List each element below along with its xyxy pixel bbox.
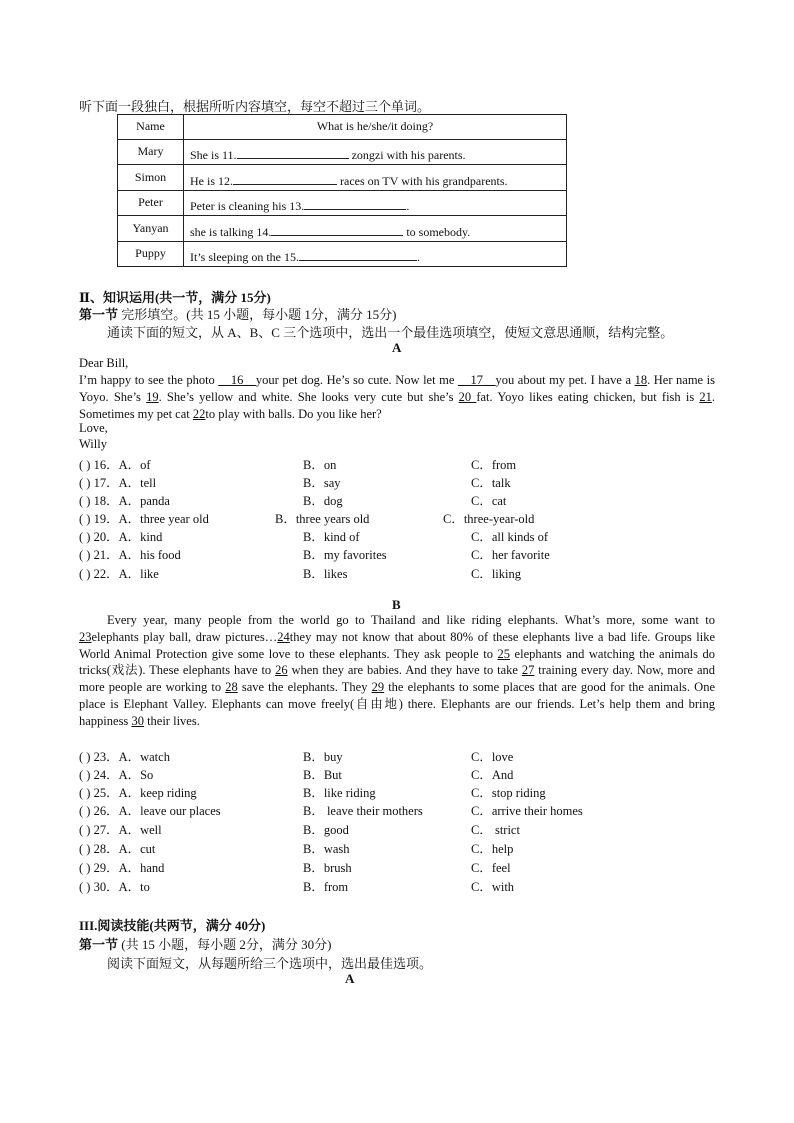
option-c[interactable]: C．stop riding (471, 786, 546, 800)
sentence-end: races on TV with his grandparents. (337, 173, 508, 188)
question-21[interactable]: ( ) 21．A．his food (79, 548, 181, 562)
question-18[interactable]: ( ) 18．A．panda (79, 494, 170, 508)
option-c[interactable]: C．help (471, 842, 514, 856)
question-29[interactable]: ( ) 29．A．hand (79, 861, 165, 875)
blank-21[interactable]: 21 (699, 389, 712, 404)
letter-text: . Sometimes my pet cat (79, 389, 716, 421)
letter-text: to play with balls. Do you like her? (205, 406, 382, 421)
question-17[interactable]: ( ) 17．A．tell (79, 476, 157, 490)
row-name: Mary (118, 139, 184, 165)
section-2-instruction: 通读下面的短文，从 A、B、C 三个选项中，选出一个最佳选项填空，使短文意思通顺，结构完整。 (107, 325, 674, 340)
table-row (118, 115, 567, 140)
question-26[interactable]: ( ) 26．A．leave our places (79, 804, 221, 818)
sentence-end: to somebody. (403, 224, 471, 239)
letter-text: your pet dog. He’s so cute. Now let me (255, 373, 458, 387)
option-c[interactable]: C．feel (471, 861, 511, 875)
row-sentence (184, 139, 567, 165)
row-name: Puppy (118, 241, 184, 267)
section-3-title: III.阅读技能(共两节，满分 40分) (79, 918, 266, 933)
passage-text: elephants and watching the animals do tricks(戏法). These elephants have to (79, 646, 715, 678)
blank-30[interactable]: 30 (131, 713, 144, 728)
option-b[interactable]: B．dog (303, 494, 343, 508)
option-c[interactable]: C．talk (471, 476, 511, 490)
blank-16[interactable]: __16__ (218, 373, 256, 387)
section-2-part-1 (79, 304, 396, 323)
section-3-passage-a-label: A (345, 971, 355, 986)
table-header-question: What is he/she/it doing? (184, 115, 567, 140)
letter-body (79, 372, 715, 422)
blank-18[interactable]: 18 (634, 373, 648, 387)
question-24[interactable]: ( ) 24．A．So (79, 768, 154, 782)
option-b[interactable]: B．brush (303, 861, 352, 875)
letter-text: I’m happy to see the photo (79, 373, 219, 387)
blank-23[interactable]: 23 (79, 629, 92, 644)
option-b[interactable]: B．from (303, 880, 349, 894)
row-sentence (184, 190, 567, 216)
option-b[interactable]: B． leave their mothers (303, 804, 423, 818)
passage-b-body (79, 612, 715, 730)
question-16[interactable]: ( ) 16．A．of (79, 458, 151, 472)
question-30[interactable]: ( ) 30．A．to (79, 880, 150, 894)
question-25[interactable]: ( ) 25．A．keep riding (79, 786, 197, 800)
option-c[interactable]: C．liking (471, 567, 522, 581)
table-row (118, 241, 567, 267)
question-27[interactable]: ( ) 27．A．well (79, 823, 162, 837)
section-3-instruction: 阅读下面短文，从每题所给三个选项中，选出最佳选项。 (107, 956, 433, 971)
question-20[interactable]: ( ) 20．A．kind (79, 530, 163, 544)
question-28[interactable]: ( ) 28．A．cut (79, 842, 156, 856)
part-label: 第一节 (79, 937, 119, 952)
passage-text: the elephants to some places that are good for the animals. One place is Elephant Valley. Elephants can move freely(自由地) there. Elephants are our friends. Let’s help them and bring happiness (79, 680, 715, 728)
option-b[interactable]: B．say (303, 476, 341, 490)
option-c[interactable]: C．arrive their homes (471, 804, 583, 818)
listening-instruction: 听下面一段独白，根据所听内容填空，每空不超过三个单词。 (79, 99, 431, 114)
section-2-title: Ⅱ、知识运用(共一节，满分 15分) (79, 290, 271, 305)
passage-text: elephants play ball, draw pictures… (91, 629, 278, 644)
blank-27[interactable]: 27 (521, 663, 535, 678)
option-c[interactable]: C．from (471, 458, 517, 472)
option-b[interactable]: B．kind of (303, 530, 360, 544)
row-name: Peter (118, 190, 184, 216)
blank-28[interactable]: 28 (225, 680, 238, 695)
blank-26[interactable]: 26 (275, 663, 288, 678)
option-c[interactable]: C．with (471, 880, 515, 894)
passage-text: training every day. Now, more and more people are working to (79, 663, 715, 695)
section-3-part-1 (79, 934, 331, 953)
blank-19[interactable]: 19 (146, 389, 159, 404)
letter-greeting: Dear Bill, (79, 356, 129, 370)
option-c[interactable]: C．her favorite (471, 548, 550, 562)
sentence-end: zongzi with his parents. (348, 148, 466, 162)
option-b[interactable]: B．likes (303, 567, 348, 581)
sentence-start: She is 11. (190, 148, 237, 162)
table-row (118, 139, 567, 165)
sentence-start: Peter is cleaning his 13. (190, 199, 305, 213)
option-b[interactable]: B．on (303, 458, 337, 472)
part-desc: 完形填空。(共 15 小题，每小题 1分，满分 15分) (118, 307, 397, 322)
letter-text: . She’s yellow and white. She looks very cute but she’s (158, 389, 459, 404)
blank-29[interactable]: 29 (371, 680, 385, 695)
sentence-end: . (416, 250, 420, 264)
passage-a-label: A (392, 340, 402, 355)
part-desc: (共 15 小题，每小题 2分，满分 30分) (118, 937, 332, 952)
question-23[interactable]: ( ) 23．A．watch (79, 750, 170, 764)
table-row (118, 165, 567, 191)
row-sentence (184, 165, 567, 191)
sentence-end: . (406, 199, 410, 213)
blank-22[interactable]: 22 (192, 406, 206, 421)
option-b[interactable]: B．buy (303, 750, 343, 764)
option-c[interactable]: C．three-year-old (443, 512, 535, 526)
question-19[interactable]: ( ) 19．A．three year old (79, 512, 209, 526)
letter-text: fat. Yoyo (476, 389, 524, 404)
row-name: Simon (118, 165, 184, 191)
option-c[interactable]: C． strict (471, 823, 520, 837)
passage-text: their lives. (143, 713, 200, 728)
passage-text: when they are babies. And they have to take (287, 663, 522, 678)
blank-17[interactable]: __17__ (457, 373, 496, 387)
row-sentence (184, 241, 567, 267)
option-c[interactable]: C．all kinds of (471, 530, 549, 544)
blank-25[interactable]: 25 (497, 646, 510, 661)
letter-text: . Her name is Yoyo. She’s (79, 373, 715, 404)
table-header-name: Name (118, 115, 184, 140)
option-b[interactable]: B．like riding (303, 786, 376, 800)
answer-blank-13[interactable] (304, 198, 406, 210)
answer-blank-14[interactable] (271, 224, 403, 236)
passage-b-label: B (392, 597, 401, 612)
letter-signature: Willy (79, 437, 107, 451)
listening-table (117, 114, 567, 267)
blank-20[interactable]: 20 (458, 389, 477, 404)
row-sentence (184, 216, 567, 242)
option-b[interactable]: B．But (303, 768, 342, 782)
table-row (118, 216, 567, 242)
option-b[interactable]: B．three years old (275, 512, 370, 526)
question-22[interactable]: ( ) 22．A．like (79, 567, 159, 581)
passage-text: Every year, many people from the world go to Thailand and like riding elephants. What’s more, some want to (107, 613, 715, 627)
letter-text: you about my pet. I have a (495, 373, 631, 387)
option-b[interactable]: B．wash (303, 842, 350, 856)
letter-closing: Love, (79, 421, 108, 435)
letter-text: likes eating chicken, but fish is (529, 389, 700, 404)
sentence-start: It’s sleeping on the 15. (190, 250, 299, 264)
blank-24[interactable]: 24 (277, 629, 290, 644)
option-c[interactable]: C．love (471, 750, 514, 764)
option-b[interactable]: B．my favorites (303, 548, 387, 562)
part-label: 第一节 (79, 307, 119, 322)
answer-blank-15[interactable] (299, 249, 417, 261)
passage-text: they may not know that about 80% of these elephants live a bad life. Groups like World Animal Protection give some love to these elephants. They ask people to (79, 629, 715, 661)
option-b[interactable]: B．good (303, 823, 349, 837)
table-row (118, 190, 567, 216)
sentence-start: she is talking 14. (190, 224, 272, 239)
option-c[interactable]: C．And (471, 768, 514, 782)
row-name: Yanyan (118, 216, 184, 242)
sentence-start: He is 12. (190, 173, 233, 188)
option-c[interactable]: C．cat (471, 494, 507, 508)
passage-text: save the elephants. They (237, 680, 372, 695)
answer-blank-11[interactable] (237, 147, 349, 159)
answer-blank-12[interactable] (233, 173, 337, 185)
